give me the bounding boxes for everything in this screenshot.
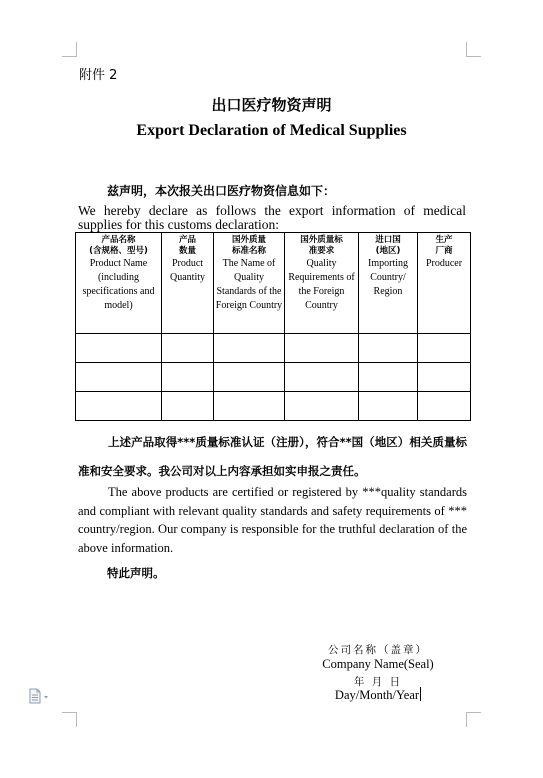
company-name-chinese[interactable]: 公司名称（盖章） [328, 644, 428, 656]
declaration-chinese[interactable]: 兹声明，本次报关出口医疗物资信息如下： [107, 184, 336, 198]
date-english-text: Day/Month/Year [334, 688, 420, 702]
date-year-label: 年 [353, 676, 367, 688]
declaration-english[interactable]: We hereby declare as follows the export information of medical supplies for this customs declaration: [78, 203, 466, 232]
crop-mark-bottom-right [466, 712, 481, 727]
table-cell[interactable] [285, 392, 359, 421]
header-cell-product-name[interactable] [76, 233, 162, 334]
header-en: Product Name (including specifications and model) [82, 258, 155, 311]
statement-chinese[interactable]: 上述产品取得***质量标准认证（注册），符合**国（地区）相关质量标准和安全要求。我公司对以上内容承担如实申报之责任。 [78, 435, 467, 478]
table-cell[interactable] [162, 392, 214, 421]
header-cell-producer[interactable] [418, 233, 471, 334]
header-en: Product Quantity [170, 258, 205, 283]
supplies-table [75, 232, 471, 421]
table-cell[interactable] [214, 334, 285, 363]
header-cn: 进口国 (地区) [375, 235, 401, 256]
table-cell[interactable] [418, 334, 471, 363]
header-en: Importing Country/ Region [368, 258, 408, 297]
chevron-down-icon [44, 696, 48, 699]
header-cell-quality-requirements[interactable] [285, 233, 359, 334]
table-cell[interactable] [76, 392, 162, 421]
header-cn: 国外质量标 准要求 [300, 235, 343, 256]
document-icon[interactable] [28, 688, 50, 704]
special-declaration[interactable]: 特此声明。 [107, 566, 165, 580]
table-cell[interactable] [162, 334, 214, 363]
header-cn: 产品 数量 [178, 235, 196, 256]
table-cell[interactable] [418, 392, 471, 421]
company-name-english[interactable]: Company Name(Seal) [322, 657, 434, 671]
text-cursor [420, 687, 421, 701]
table-cell[interactable] [285, 334, 359, 363]
table-row [76, 363, 471, 392]
title-chinese[interactable]: 出口医疗物资声明 [211, 96, 332, 114]
crop-mark-bottom-left [62, 712, 77, 727]
table-cell[interactable] [359, 334, 418, 363]
date-english[interactable] [290, 687, 466, 703]
table-cell[interactable] [418, 363, 471, 392]
title-english[interactable]: Export Declaration of Medical Supplies [136, 122, 407, 139]
header-cell-product-quantity[interactable] [162, 233, 214, 334]
date-day-label: 日 [389, 676, 403, 688]
table-header-row [76, 233, 471, 334]
header-cell-importing-country[interactable] [359, 233, 418, 334]
table-row [76, 392, 471, 421]
date-month-label: 月 [371, 676, 385, 688]
statement-english[interactable]: The above products are certified or registered by ***quality standards and compliant with relevant quality standards and safety requirements of *** country/region. Our company is responsible for the truthful declaration of the above information. [78, 485, 467, 555]
table-cell[interactable] [76, 334, 162, 363]
header-en: Quality Requirements of the Foreign Country [288, 258, 355, 311]
table-cell[interactable] [285, 363, 359, 392]
table-cell[interactable] [214, 392, 285, 421]
table-row [76, 334, 471, 363]
header-cn: 国外质量 标准名称 [231, 235, 266, 256]
table-cell[interactable] [162, 363, 214, 392]
table-cell[interactable] [214, 363, 285, 392]
table-cell[interactable] [76, 363, 162, 392]
crop-mark-top-right [466, 42, 481, 57]
table-cell[interactable] [359, 363, 418, 392]
header-en: Producer [425, 258, 463, 269]
attachment-label[interactable]: 附件 2 [79, 68, 118, 83]
header-en: The Name of Quality Standards of the Foreign Country [215, 258, 283, 311]
table-cell[interactable] [359, 392, 418, 421]
header-cell-standard-name[interactable] [214, 233, 285, 334]
header-cn: 产品名称 (含规格、型号) [89, 235, 148, 256]
crop-mark-top-left [62, 42, 77, 57]
header-cn: 生产 厂商 [435, 235, 453, 256]
